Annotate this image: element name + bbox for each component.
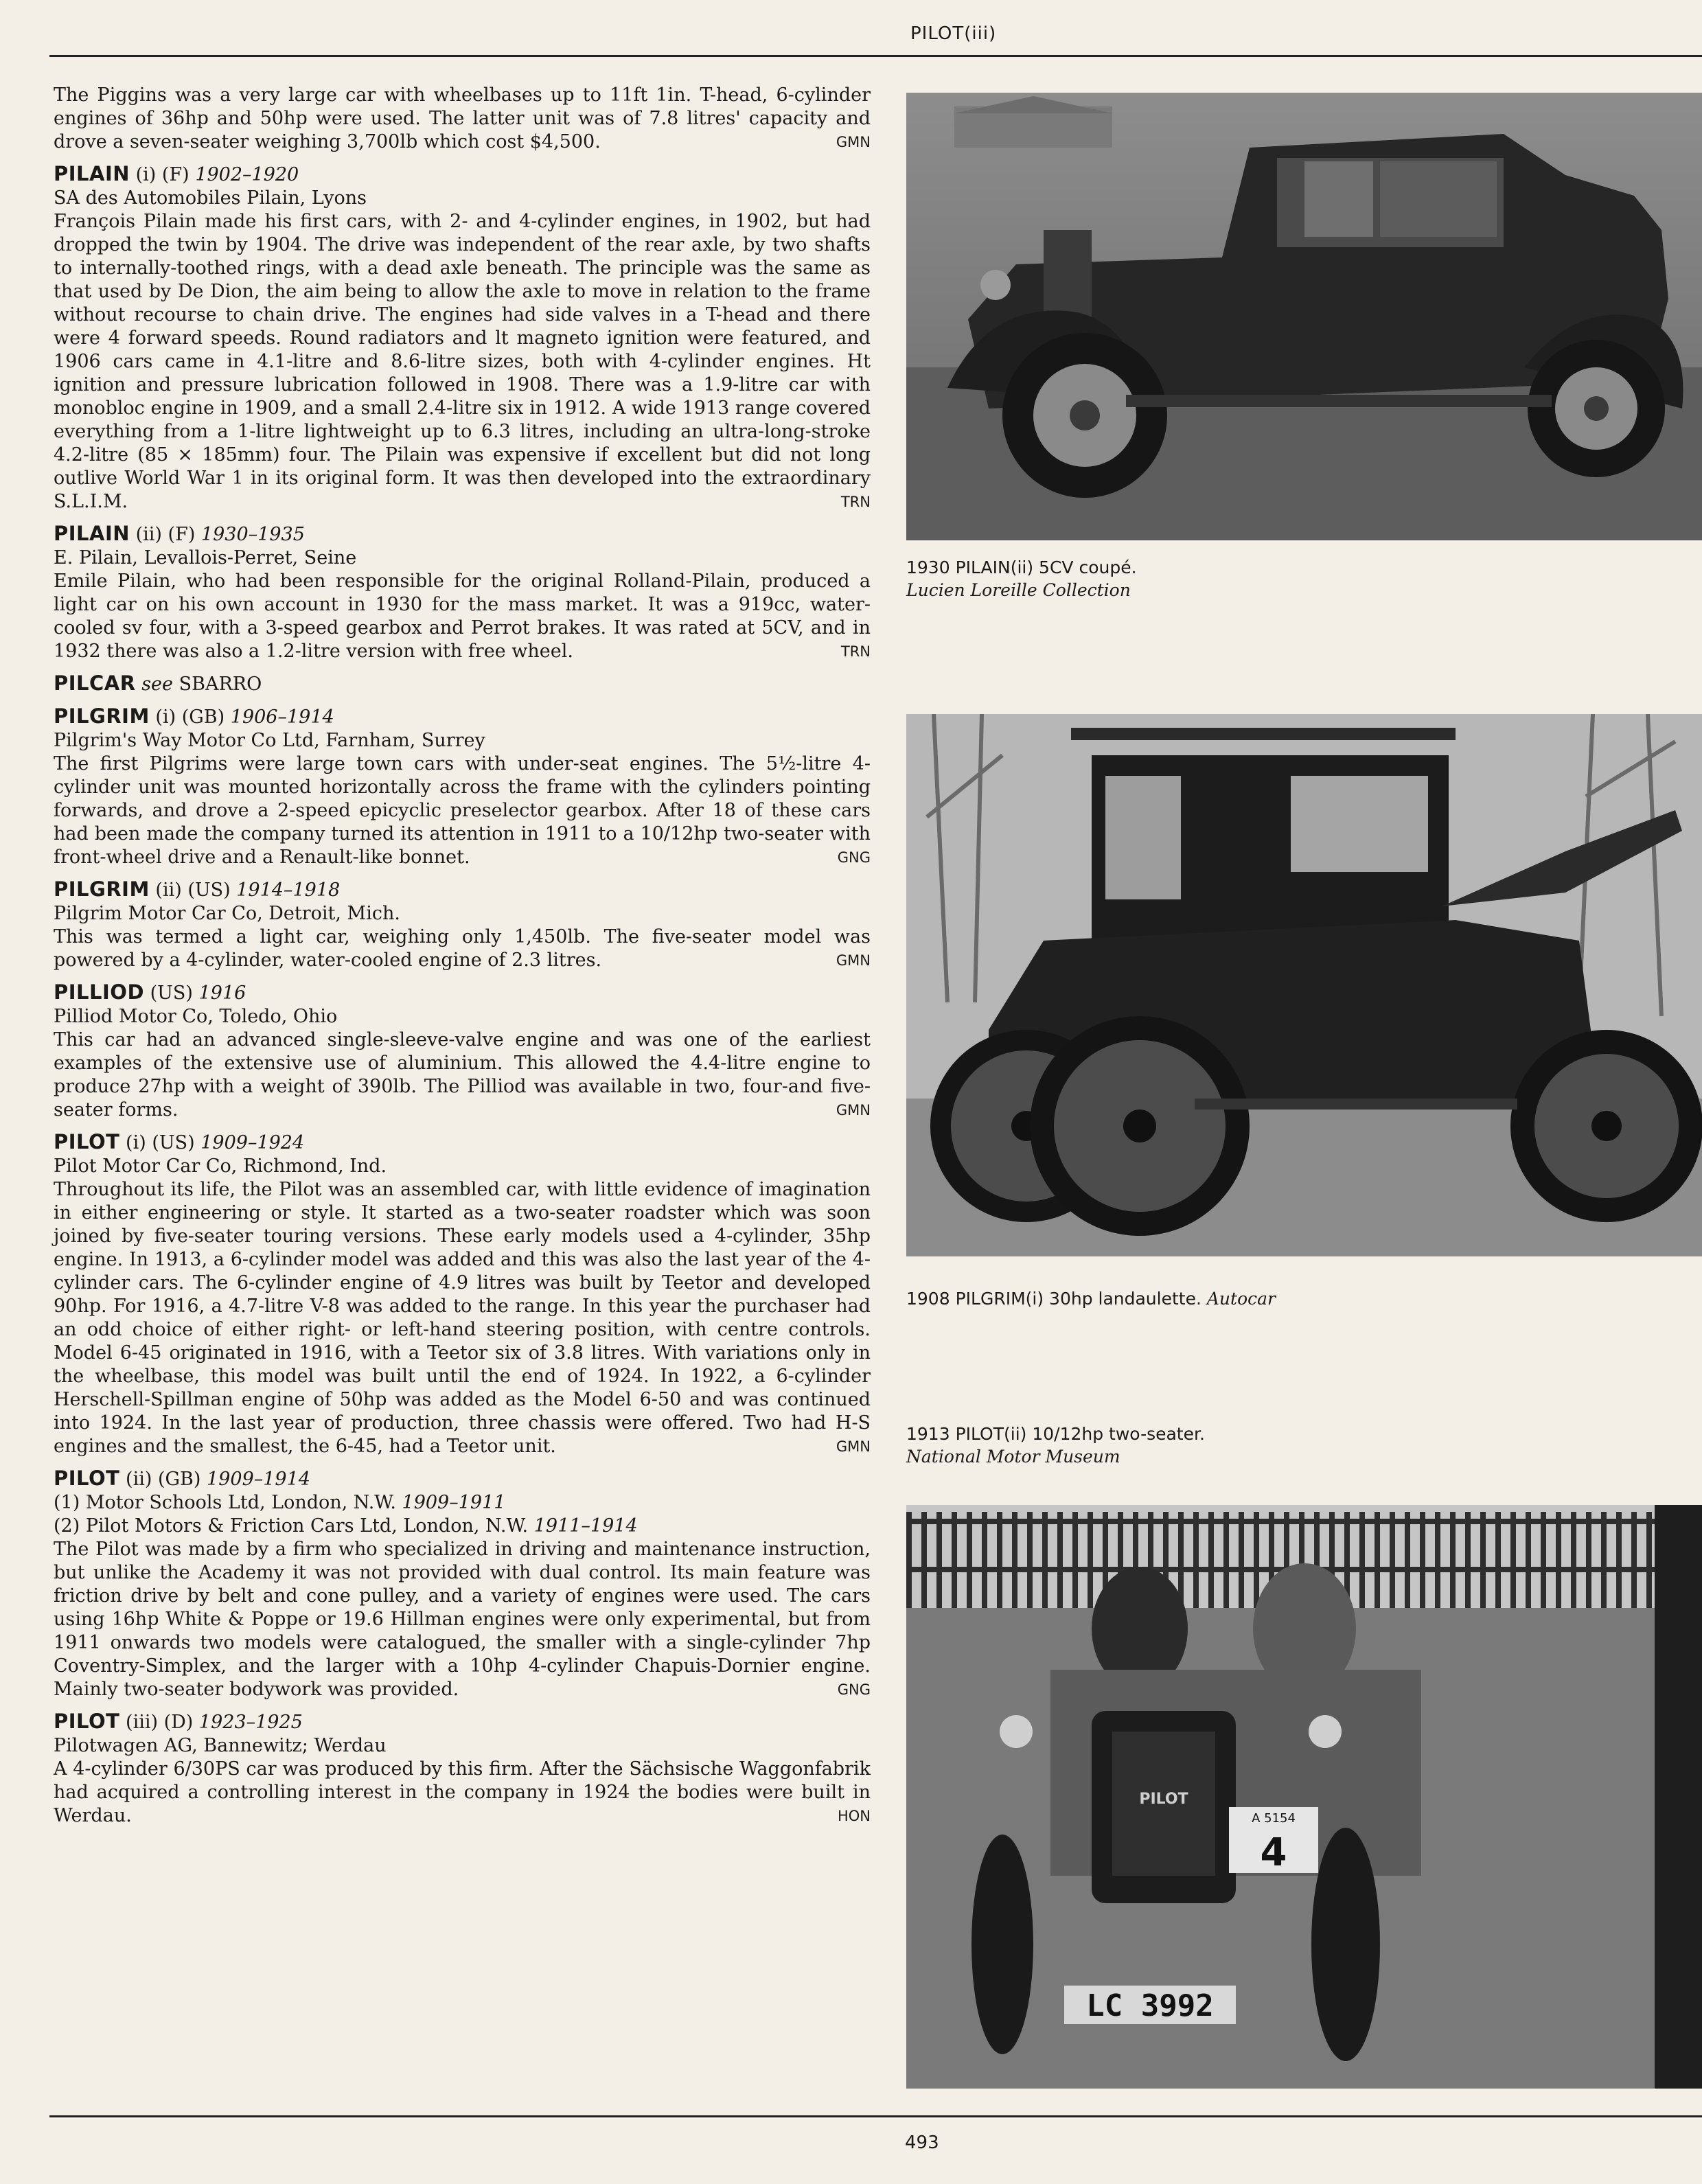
entry-tag: (ii) (GB) [126, 1469, 201, 1490]
entry-dates: 1902–1920 [195, 164, 299, 185]
entry-pilgrim-ii [54, 877, 871, 972]
intro-paragraph [54, 84, 871, 154]
photo-pilot-two-seater [906, 1505, 1702, 2089]
entry-name: PILAIN [54, 162, 130, 185]
entry-pilot-i [54, 1130, 871, 1458]
registration-plate: LC 3992 [1086, 1988, 1214, 2023]
page-number: 493 [905, 2133, 939, 2153]
entry-maker: Pilliod Motor Co, Toledo, Ohio [54, 1006, 338, 1027]
entry-dates: 1916 [198, 982, 246, 1004]
author-initials: GNG [837, 849, 871, 866]
entry-pilgrim-i [54, 704, 871, 869]
entry-pilot-ii [54, 1467, 871, 1701]
coupe-illustration [906, 93, 1702, 540]
entry-pilain-ii [54, 522, 871, 663]
caption-text: 1913 PILOT(ii) 10/12hp two-seater. [906, 1424, 1205, 1444]
entry-tag: (iii) (D) [126, 1712, 194, 1733]
entry-pilcar-cross-reference [54, 671, 871, 696]
entry-maker: Pilotwagen AG, Bannewitz; Werdau [54, 1735, 387, 1756]
entry-tag: (i) (GB) [155, 706, 225, 728]
bottom-rule [49, 2115, 1702, 2117]
entry-body: François Pilain made his first cars, with 2- and 4-cylinder engines, in 1902, but had dropped the twin by 1904. The drive was independent of the rear axle, by two shafts to internally-toothed rings, with a dead axle beneath. The principle was the same as that used by De Dion, the aim being to allow the axle to move in relation to the frame without recourse to chain drive. The engines had side valves in a T-head and there were 4 forward speeds. Round radiators and lt magneto ignition were featured, and 1906 cars came in 4.1-litre and 8.6-litre sizes, both with 4-cylinder engines. Ht ignition and pressure lubrication followed in 1908. There was a 1.9-litre car with monobloc engine in 1909, and a small 2.4-litre six in 1912. A wide 1913 range covered everything from a 1-litre lightweight up to 6.3 litres, including an ultra-long-stroke 4.2-litre (85 × 185mm) four. The Pilain was expensive if excellent but did not long outlive World War 1 in its original form. It was then developed into the extraordinary S.L.I.M. [54, 211, 871, 512]
see-word: see [141, 674, 174, 695]
caption-2 [906, 1287, 1689, 1310]
entry-tag: (i) (F) [135, 164, 189, 185]
author-initials: TRN [840, 494, 871, 510]
entry-name: PILGRIM [54, 877, 150, 901]
entry-pilot-iii [54, 1710, 871, 1828]
entry-name: PILAIN [54, 522, 130, 545]
entry-tag: (US) [150, 982, 193, 1004]
photo-pilain-coupe [906, 93, 1702, 540]
entry-maker: Pilgrim's Way Motor Co Ltd, Farnham, Surrey [54, 730, 485, 751]
entry-dates: 1930–1935 [200, 524, 305, 545]
entry-body: This was termed a light car, weighing only 1,450lb. The five-seater model was powered by a 4-cylinder, water-cooled engine of 2.3 litres. [54, 926, 871, 971]
entry-maker: Pilot Motor Car Co, Richmond, Ind. [54, 1156, 387, 1177]
entry-pilain-i [54, 162, 871, 514]
competition-number: 4 [1260, 1830, 1287, 1875]
entry-name: PILOT [54, 1467, 120, 1490]
entry-tag: (i) (US) [126, 1132, 195, 1153]
author-initials: HON [837, 1808, 871, 1824]
intro-text: The Piggins was a very large car with wheelbases up to 11ft 1in. T-head, 6-cylinder engines of 36hp and 50hp were used. The latter unit was of 7.8 litres' capacity and drove a seven-seater weighing 3,700lb which cost $4,500. [54, 84, 871, 152]
entry-maker: E. Pilain, Levallois-Perret, Seine [54, 547, 357, 568]
entry-tag: (ii) (US) [155, 880, 231, 901]
entry-maker: Pilgrim Motor Car Co, Detroit, Mich. [54, 903, 400, 924]
running-head: PILOT(iii) [910, 23, 997, 44]
entry-name: PILOT [54, 1130, 120, 1153]
author-initials: GMN [836, 1438, 871, 1455]
entry-name: PILOT [54, 1710, 120, 1733]
entry-body: The Pilot was made by a firm who specialized in driving and maintenance instruction, but unlike the Academy it was not provided with dual control. Its main feature was friction drive by belt and cone pulley, and a variety of engines were used. The cars using 16hp White & Poppe or 19.6 Hillman engines were only experimental, but from 1911 onwards two models were catalogued, the smaller with a single-cylinder 7hp Coventry-Simplex, and the larger with a 10hp 4-cylinder Chapuis-Dornier engine. Mainly two-seater bodywork was provided. [54, 1539, 871, 1700]
caption-3 [906, 1423, 1689, 1468]
caption-credit: Lucien Loreille Collection [906, 580, 1131, 600]
entry-maker: (1) Motor Schools Ltd, London, N.W. 1909–1911 [54, 1492, 506, 1513]
caption-credit: Autocar [1206, 1289, 1276, 1309]
entry-maker: (2) Pilot Motors & Friction Cars Ltd, London, N.W. 1911–1914 [54, 1515, 638, 1537]
entry-tag: (ii) (F) [135, 524, 196, 545]
caption-text: 1930 PILAIN(ii) 5CV coupé. [906, 558, 1137, 577]
entry-body: The first Pilgrims were large town cars with under-seat engines. The 5½-litre 4-cylinder unit was mounted horizontally across the frame with the cylinders pointing forwards, and drove a 2-speed epicyclic preselector gearbox. After 18 of these cars had been made the company turned its attention in 1911 to a 10/12hp two-seater with front-wheel drive and a Renault-like bonnet. [54, 753, 871, 868]
entry-dates: 1909–1914 [207, 1469, 310, 1490]
entry-dates: 1906–1914 [230, 706, 334, 728]
two-seater-illustration [906, 1505, 1702, 2089]
radiator-badge: PILOT [1139, 1791, 1188, 1808]
author-initials: GMN [836, 1102, 871, 1118]
entry-body: Throughout its life, the Pilot was an assembled car, with little evidence of imagination in either engineering or style. It started as a two-seater roadster which was soon joined by five-seater touring versions. These early models used a 4-cylinder, 35hp engine. In 1913, a 6-cylinder model was added and this was also the last year of the 4-cylinder cars. The 6-cylinder engine of 4.9 litres was built by Teetor and developed 90hp. For 1916, a 4.7-litre V-8 was added to the range. In this year the purchaser had an odd choice of either right- or left-hand steering position, with centre controls. Model 6-45 originated in 1916, with a Teetor six of 3.8 litres. With variations only in the wheelbase, this model was built until the end of 1924. In 1922, a 6-cylinder Herschell-Spillman engine of 50hp was added as the Model 6-50 and was continued into 1924. In the last year of production, three chassis were offered. Two had H-S engines and the smallest, the 6-45, had a Teetor unit. [54, 1179, 871, 1457]
see-target: SBARRO [179, 674, 262, 695]
author-initials: GMN [836, 952, 871, 969]
author-initials: GNG [837, 1681, 871, 1698]
landaulette-illustration [906, 714, 1702, 1256]
photo-pilgrim-landaulette [906, 714, 1702, 1256]
entry-name: PILLIOD [54, 980, 145, 1004]
caption-text: 1908 PILGRIM(i) 30hp landaulette. [906, 1289, 1201, 1309]
entry-dates: 1923–1925 [198, 1712, 303, 1733]
text-column [54, 84, 871, 1828]
entry-maker: SA des Automobiles Pilain, Lyons [54, 187, 367, 209]
competition-plate-top: A 5154 [1252, 1811, 1296, 1826]
caption-credit: National Motor Museum [906, 1447, 1120, 1467]
caption-1 [906, 556, 1689, 601]
entry-dates: 1914–1918 [236, 880, 341, 901]
entry-dates: 1909–1924 [200, 1132, 305, 1153]
entry-body: A 4-cylinder 6/30PS car was produced by this firm. After the Sächsische Waggonfabrik had acquired a controlling interest in the company in 1924 the bodies were built in Werdau. [54, 1758, 871, 1826]
entry-body: Emile Pilain, who had been responsible for the original Rolland-Pilain, produced a light car on his own account in 1930 for the mass market. It was a 919cc, water-cooled sv four, with a 3-speed gearbox and Perrot brakes. It was rated at 5CV, and in 1932 there was also a 1.2-litre version with free wheel. [54, 571, 871, 662]
entry-name: PILGRIM [54, 704, 150, 728]
top-rule [49, 55, 1702, 57]
author-initials: TRN [840, 643, 871, 660]
author-initials: GMN [836, 134, 871, 150]
entry-body: This car had an advanced single-sleeve-valve engine and was one of the earliest examples of the extensive use of aluminium. This allowed the 4.4-litre engine to produce 27hp with a weight of 390lb. The Pilliod was available in two, four-and five-seater forms. [54, 1029, 871, 1120]
entry-pilliod [54, 980, 871, 1122]
entry-name: PILCAR [54, 671, 136, 695]
